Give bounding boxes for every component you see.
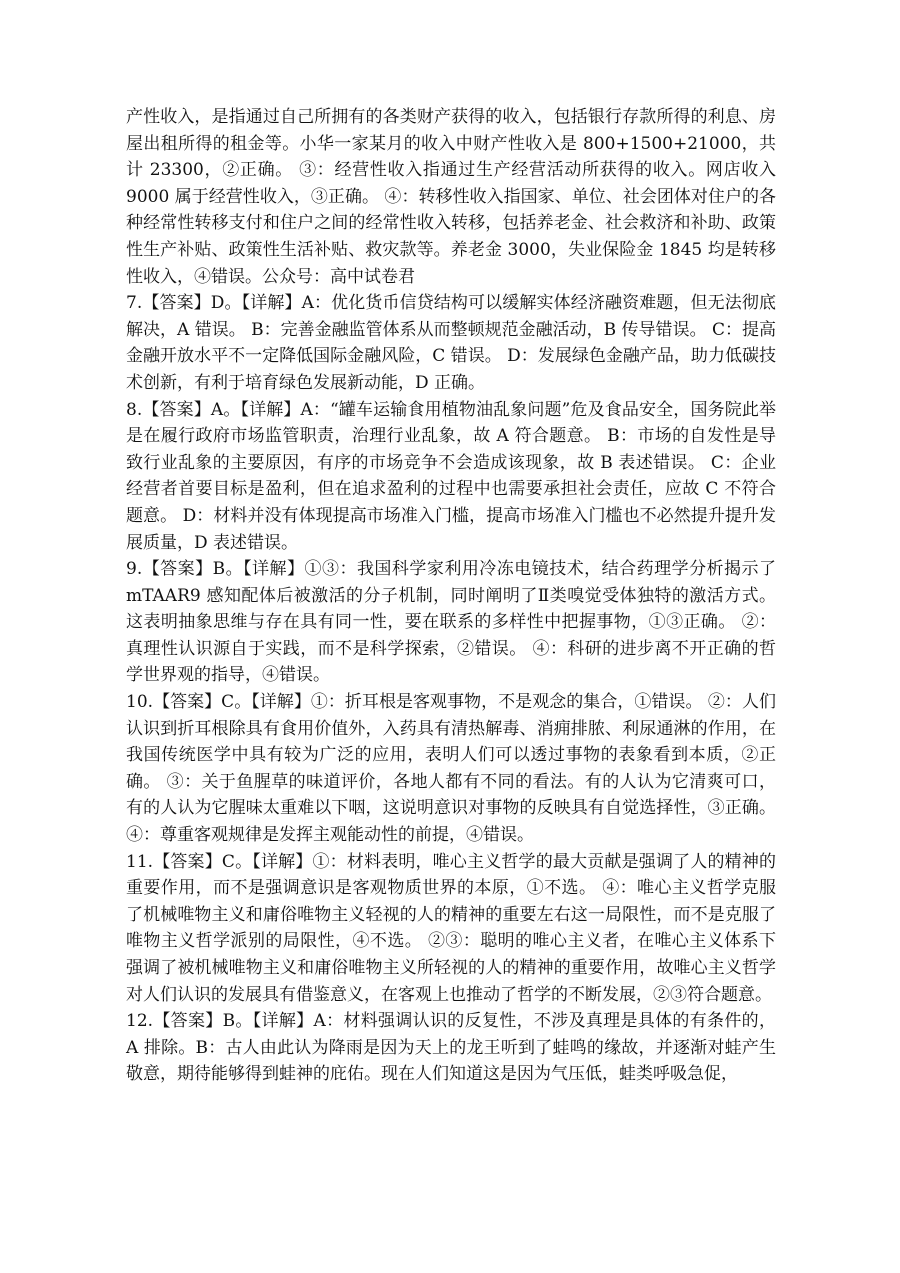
document-page <box>126 104 776 1088</box>
paragraph-answer-7: 7.【答案】D。【详解】A：优化货币信贷结构可以缓解实体经济融资难题，但无法彻底解决，A 错误。 B：完善金融监管体系从而整顿规范金融活动，B 传导错误。 C：提高金融开放水平不一定降低国际金融风险，C 错误。 D：发展绿色金融产品，助力低碳技术创新，有利于培育绿色发展新动能，D 正确。 <box>126 293 776 393</box>
paragraph-answer-9: 9.【答案】B。【详解】①③：我国科学家利用冷冻电镜技术，结合药理学分析揭示了 mTAAR9 感知配体后被激活的分子机制，同时阐明了Ⅱ类嗅觉受体独特的激活方式。这表明抽象思维与存在具有同一性，要在联系的多样性中把握事物，①③正确。 ②：真理性认识源自于实践，而不是科学探索，②错误。 ④：科研的进步离不开正确的哲学世界观的指导，④错误。 <box>126 559 776 686</box>
paragraph-answer-12: 12.【答案】B。【详解】A：材料强调认识的反复性，不涉及真理是具体的有条件的，A 排除。B：古人由此认为降雨是因为天上的龙王听到了蛙鸣的缘故，并逐渐对蛙产生敬意，期待能够得到蛙神的庇佑。现在人们知道这是因为气压低，蛙类呼吸急促， <box>126 1011 776 1085</box>
paragraph-answer-8: 8.【答案】A。【详解】A：“罐车运输食用植物油乱象问题”危及食品安全，国务院此举是在履行政府市场监管职责，治理行业乱象，故 A 符合题意。 B：市场的自发性是导致行业乱象的主要原因，有序的市场竞争不会造成该现象，故 B 表述错误。 C：企业经营者首要目标是盈利，但在追求盈利的过程中也需要承担社会责任，应故 C 不符合题意。 D：材料并没有体现提高市场准入门槛，提高市场准入门槛也不必然提升提升发展质量，D 表述错误。 <box>126 399 776 553</box>
paragraph-answer-10: 10.【答案】C。【详解】①：折耳根是客观事物，不是观念的集合，①错误。 ②：人们认识到折耳根除具有食用价值外，入药具有清热解毒、消痈排脓、利尿通淋的作用，在我国传统医学中具有较为广泛的应用，表明人们可以透过事物的表象看到本质，②正确。 ③：关于鱼腥草的味道评价，各地人都有不同的看法。有的人认为它清爽可口，有的人认为它腥味太重难以下咽，这说明意识对事物的反映具有自觉选择性，③正确。 ④：尊重客观规律是发挥主观能动性的前提，④错误。 <box>126 692 776 846</box>
paragraph-answer-11: 11.【答案】C。【详解】①：材料表明，唯心主义哲学的最大贡献是强调了人的精神的重要作用，而不是强调意识是客观物质世界的本原，①不选。 ④：唯心主义哲学克服了机械唯物主义和庸俗唯物主义轻视的人的精神的重要左右这一局限性，而不是克服了唯物主义哲学派别的局限性，④不选。 ②③：聪明的唯心主义者，在唯心主义体系下强调了被机械唯物主义和庸俗唯物主义所轻视的人的精神的重要作用，故唯心主义哲学对人们认识的发展具有借鉴意义，在客观上也推动了哲学的不断发展，②③符合题意。 <box>126 851 776 1005</box>
paragraph-answer-6-continued: 产性收入，是指通过自己所拥有的各类财产获得的收入，包括银行存款所得的利息、房屋出租所得的租金等。小华一家某月的收入中财产性收入是 800+1500+21000，共计 23300，②正确。 ③：经营性收入指通过生产经营活动所获得的收入。网店收入 9000 属于经营性收入，③正确。 ④：转移性收入指国家、单位、社会团体对住户的各种经常性转移支付和住户之间的经常性收入转移，包括养老金、社会救济和补助、政策性生产补贴、政策性生活补贴、救灾款等。养老金 3000，失业保险金 1845 均是转移性收入，④错误。公众号：高中试卷君 <box>126 107 776 287</box>
